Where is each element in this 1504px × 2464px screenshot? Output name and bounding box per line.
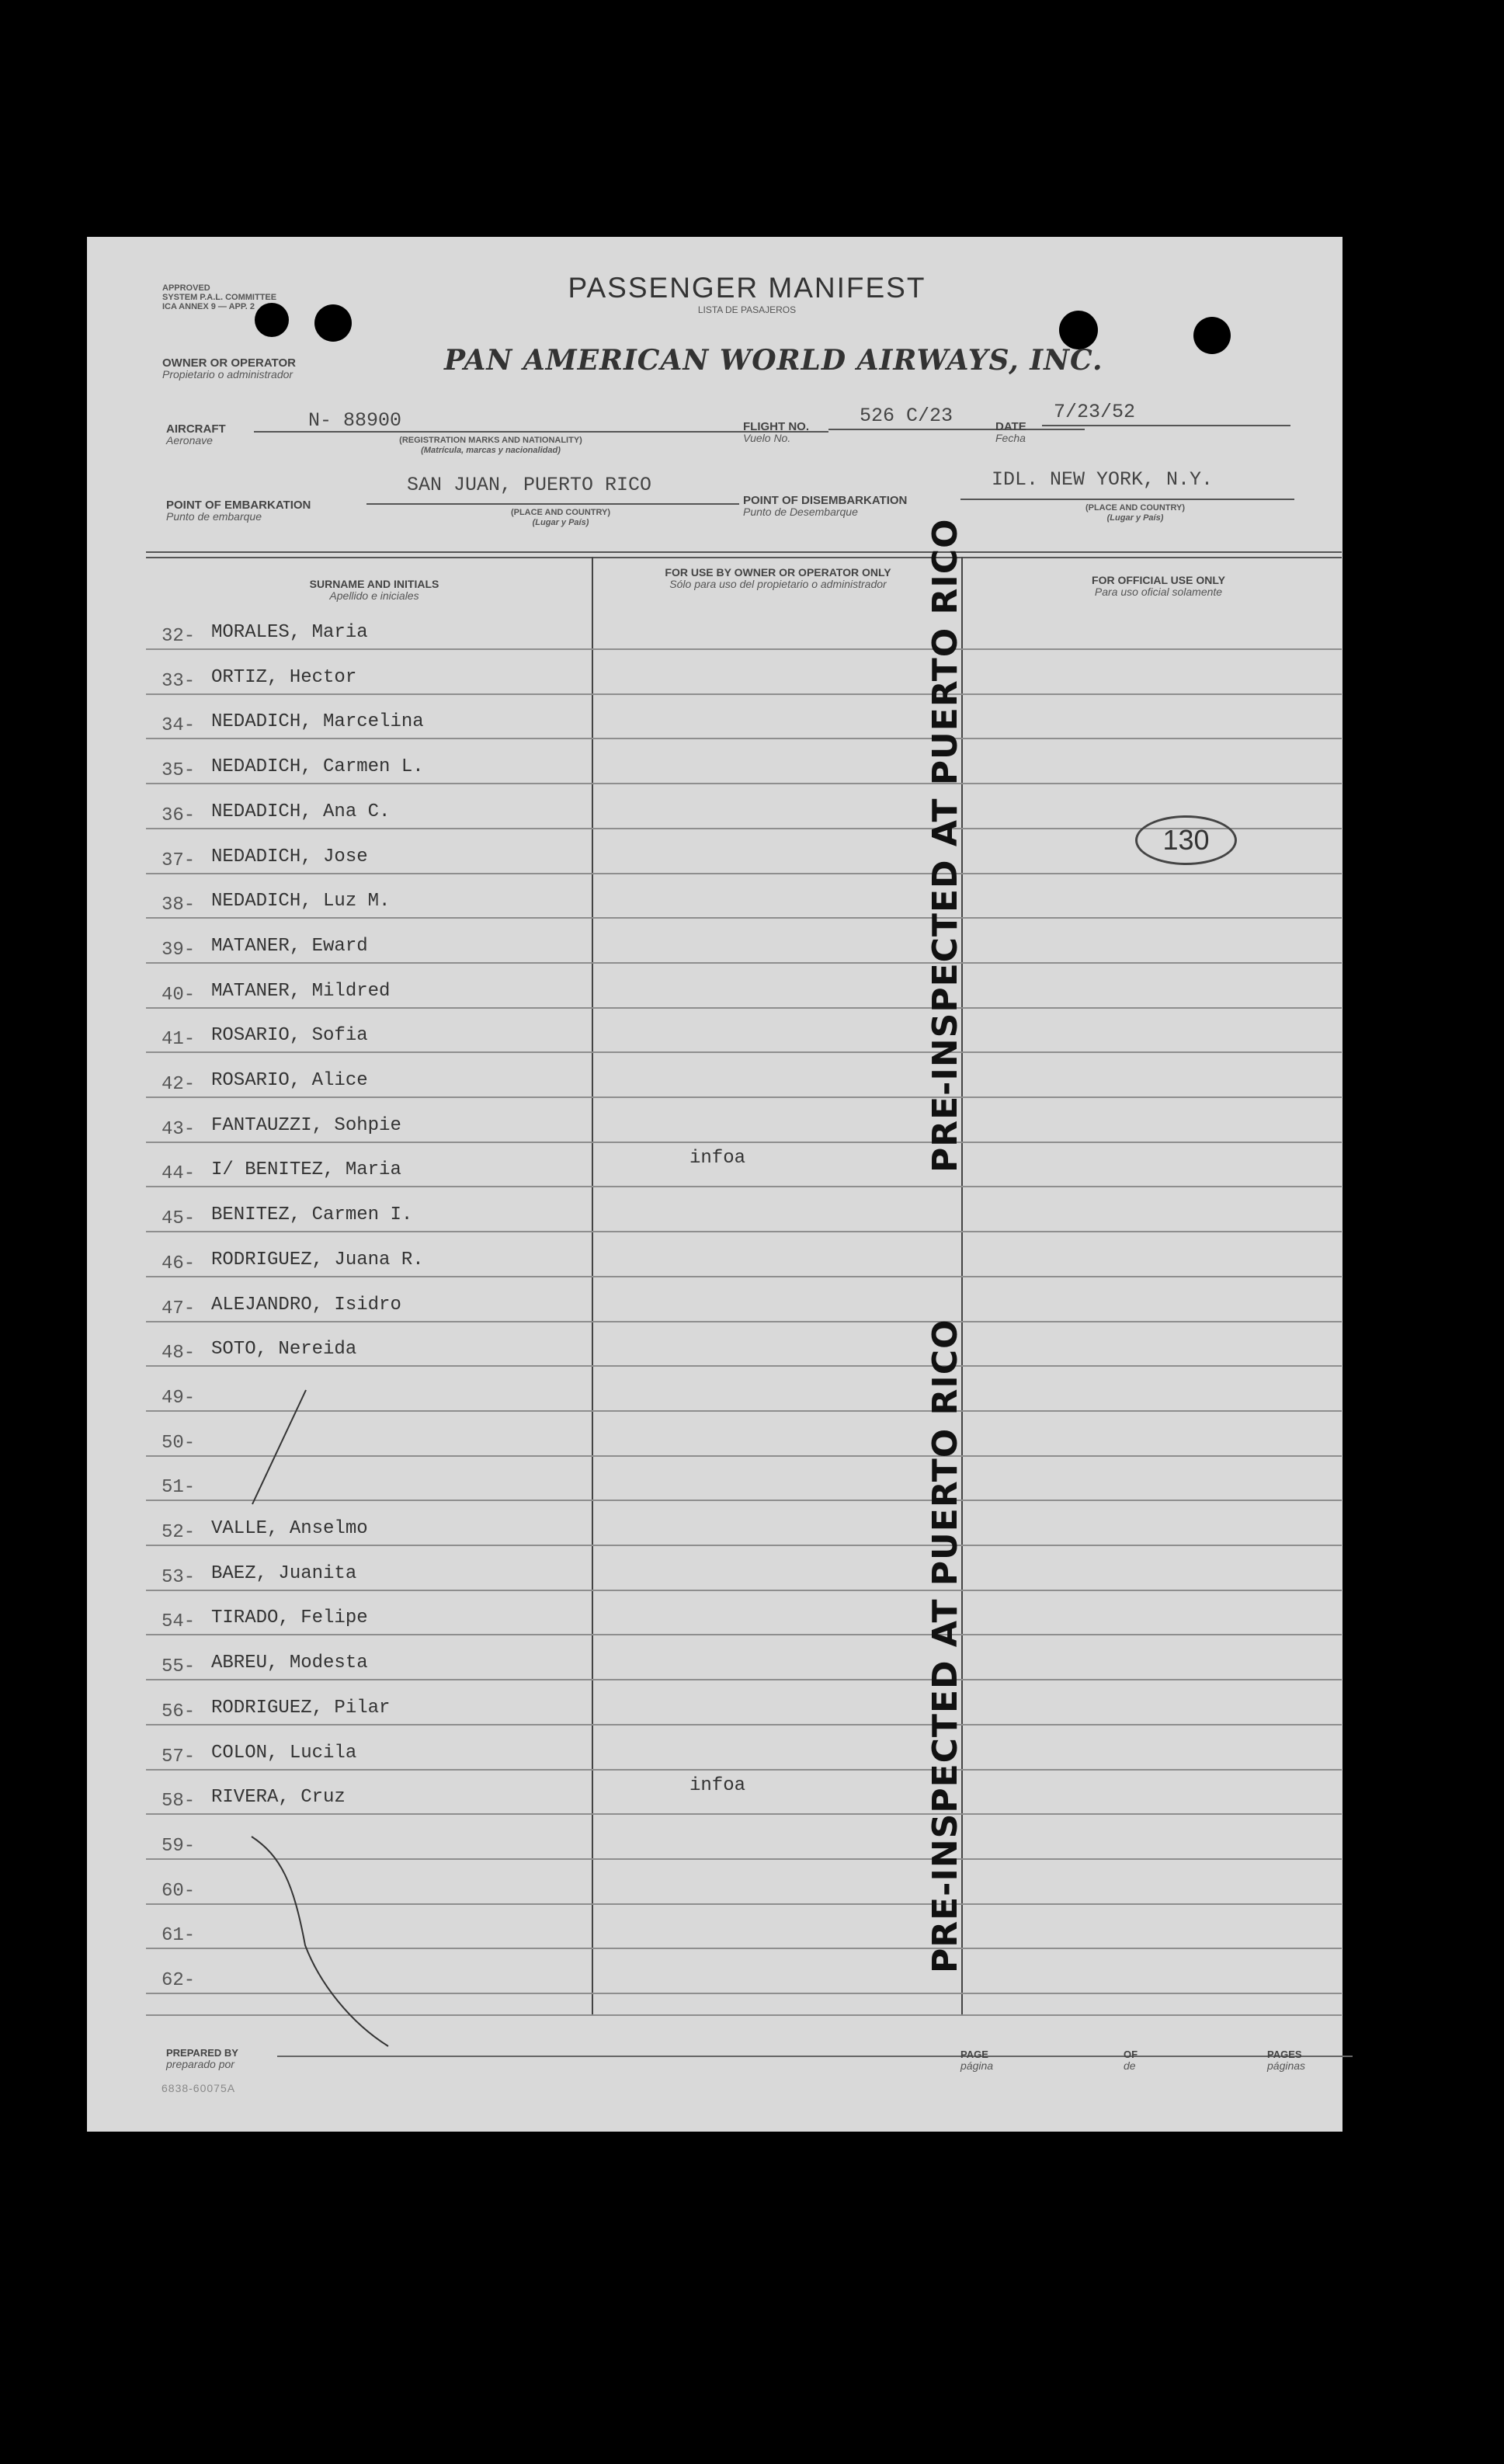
airline-name: PAN AMERICAN WORLD AIRWAYS, INC. bbox=[444, 344, 1103, 377]
page-label-es: página bbox=[960, 2059, 994, 2072]
pre-inspected-stamp-2: PRE-INSPECTED AT PUERTO RICO bbox=[926, 1319, 965, 1973]
row-number: 45- bbox=[162, 1208, 196, 1230]
passenger-name: ABREU, Modesta bbox=[211, 1653, 368, 1674]
approval-line-2: SYSTEM P.A.L. COMMITTEE bbox=[162, 293, 277, 302]
row-number: 35- bbox=[162, 760, 196, 782]
prepared-by-block bbox=[166, 2047, 238, 2070]
passenger-name: RODRIGUEZ, Pilar bbox=[211, 1697, 391, 1719]
embark-value: SAN JUAN, PUERTO RICO bbox=[407, 474, 652, 496]
embark-label: POINT OF EMBARKATION bbox=[166, 499, 311, 512]
flight-label-es: Vuelo No. bbox=[743, 432, 791, 444]
row-number: 44- bbox=[162, 1163, 196, 1185]
passenger-name: NEDADICH, Jose bbox=[211, 846, 368, 867]
passenger-name: RIVERA, Cruz bbox=[211, 1787, 346, 1809]
row-number: 42- bbox=[162, 1074, 196, 1095]
manifest-page bbox=[87, 237, 1342, 2132]
page-label: PAGE bbox=[960, 2049, 988, 2060]
date-value: 7/23/52 bbox=[1054, 401, 1136, 423]
approval-line-1: APPROVED bbox=[162, 283, 210, 293]
passenger-name: VALLE, Anselmo bbox=[211, 1518, 368, 1539]
passenger-name: BAEZ, Juanita bbox=[211, 1562, 357, 1584]
row-number: 57- bbox=[162, 1746, 196, 1767]
row-number: 46- bbox=[162, 1253, 196, 1274]
passenger-name: COLON, Lucila bbox=[211, 1742, 357, 1764]
registration-note-en: (REGISTRATION MARKS AND NATIONALITY) bbox=[399, 436, 582, 445]
row-number: 50- bbox=[162, 1432, 196, 1454]
prepared-by-label: PREPARED BY bbox=[166, 2047, 238, 2059]
page-subtitle: LISTA DE PASAJEROS bbox=[697, 304, 797, 315]
row-number: 38- bbox=[162, 895, 196, 916]
of-label-es: de bbox=[1124, 2059, 1136, 2072]
page-label-block bbox=[960, 2049, 993, 2072]
of-label: OF bbox=[1124, 2049, 1138, 2060]
column-header-owner-use-es: Sólo para uso del propietario o administrador bbox=[669, 578, 887, 590]
row-number: 41- bbox=[162, 1029, 196, 1051]
row-number: 34- bbox=[162, 715, 196, 737]
row-number: 58- bbox=[162, 1791, 196, 1812]
passenger-name: ROSARIO, Alice bbox=[211, 1070, 368, 1091]
pre-inspected-stamp-1: PRE-INSPECTED AT PUERTO RICO bbox=[926, 518, 965, 1173]
passenger-name: ROSARIO, Sofia bbox=[211, 1025, 368, 1047]
owner-label: OWNER OR OPERATOR bbox=[162, 356, 296, 370]
owner-note: infoa bbox=[689, 1775, 746, 1797]
passenger-name: MATANER, Eward bbox=[211, 935, 368, 957]
registration-note-es: (Matrícula, marcas y nacionalidad) bbox=[421, 446, 561, 455]
date-label-es: Fecha bbox=[995, 432, 1026, 444]
pages-label-block bbox=[1267, 2049, 1305, 2072]
page-title: PASSENGER MANIFEST bbox=[568, 272, 926, 304]
row-number: 52- bbox=[162, 1522, 196, 1543]
passenger-name: NEDADICH, Carmen L. bbox=[211, 756, 424, 778]
passenger-name: I/ BENITEZ, Maria bbox=[211, 1159, 401, 1181]
passenger-name: RODRIGUEZ, Juana R. bbox=[211, 1249, 424, 1270]
row-number: 40- bbox=[162, 984, 196, 1006]
row-number: 36- bbox=[162, 805, 196, 826]
owner-label-es: Propietario o administrador bbox=[162, 368, 294, 381]
passenger-name: SOTO, Nereida bbox=[211, 1339, 357, 1361]
column-header-official-use-es: Para uso oficial solamente bbox=[1094, 586, 1223, 598]
pages-label-es: páginas bbox=[1267, 2059, 1306, 2072]
row-number: 48- bbox=[162, 1343, 196, 1364]
column-header-official-use-en: FOR OFFICIAL USE ONLY bbox=[1092, 574, 1225, 586]
column-header-owner-use-en: FOR USE BY OWNER OR OPERATOR ONLY bbox=[665, 566, 891, 579]
row-number: 61- bbox=[162, 1925, 196, 1947]
row-number: 39- bbox=[162, 939, 196, 961]
disembark-label-es: Punto de Desembarque bbox=[743, 506, 858, 518]
row-number: 33- bbox=[162, 670, 196, 692]
owner-note: infoa bbox=[689, 1148, 746, 1169]
row-number: 32- bbox=[162, 626, 196, 647]
approval-line-3: ICA ANNEX 9 — APP. 2 bbox=[162, 302, 255, 311]
official-count: 130 bbox=[1162, 824, 1210, 856]
row-number: 53- bbox=[162, 1566, 196, 1588]
passenger-name: ORTIZ, Hector bbox=[211, 666, 357, 688]
row-number: 60- bbox=[162, 1880, 196, 1902]
aircraft-label-es: Aeronave bbox=[166, 434, 213, 447]
passenger-name: NEDADICH, Ana C. bbox=[211, 801, 391, 822]
passenger-name: MATANER, Mildred bbox=[211, 980, 391, 1002]
disembark-label: POINT OF DISEMBARKATION bbox=[743, 494, 908, 507]
date-label: DATE bbox=[995, 420, 1026, 433]
passenger-name: FANTAUZZI, Sohpie bbox=[211, 1114, 401, 1136]
row-number: 55- bbox=[162, 1656, 196, 1678]
embark-label-es: Punto de embarque bbox=[166, 510, 262, 523]
flight-value: 526 C/23 bbox=[860, 405, 953, 427]
row-number: 51- bbox=[162, 1477, 196, 1499]
row-number: 49- bbox=[162, 1387, 196, 1409]
passenger-name: ALEJANDRO, Isidro bbox=[211, 1294, 401, 1315]
prepared-by-label-es: preparado por bbox=[166, 2058, 234, 2070]
row-number: 43- bbox=[162, 1118, 196, 1140]
handwritten-strokes bbox=[87, 237, 1342, 2132]
embark-place-note-es: (Lugar y País) bbox=[532, 518, 589, 527]
embark-place-note-en: (PLACE AND COUNTRY) bbox=[510, 508, 611, 517]
aircraft-label: AIRCRAFT bbox=[166, 422, 226, 436]
prepared-by-underline bbox=[277, 2056, 1353, 2057]
row-number: 59- bbox=[162, 1835, 196, 1857]
column-header-surname-en: SURNAME AND INITIALS bbox=[309, 578, 439, 590]
passenger-name: BENITEZ, Carmen I. bbox=[211, 1204, 413, 1226]
form-code: 6838-60075A bbox=[162, 2082, 236, 2094]
disembark-place-note-en: (PLACE AND COUNTRY) bbox=[1085, 503, 1186, 513]
column-header-surname-es: Apellido e iniciales bbox=[329, 589, 419, 602]
row-number: 54- bbox=[162, 1611, 196, 1633]
row-number: 47- bbox=[162, 1298, 196, 1319]
passenger-name: MORALES, Maria bbox=[211, 622, 368, 643]
disembark-place-note-es: (Lugar y País) bbox=[1106, 513, 1164, 523]
pages-label: PAGES bbox=[1267, 2049, 1302, 2060]
row-number: 62- bbox=[162, 1970, 196, 1991]
flight-label: FLIGHT NO. bbox=[743, 420, 809, 433]
aircraft-value: N- 88900 bbox=[308, 409, 402, 432]
row-number: 56- bbox=[162, 1701, 196, 1722]
passenger-name: NEDADICH, Luz M. bbox=[211, 891, 391, 912]
passenger-name: NEDADICH, Marcelina bbox=[211, 711, 424, 733]
row-number: 37- bbox=[162, 850, 196, 871]
passenger-name: TIRADO, Felipe bbox=[211, 1607, 368, 1629]
of-label-block bbox=[1124, 2049, 1138, 2072]
disembark-value: IDL. NEW YORK, N.Y. bbox=[992, 468, 1214, 491]
